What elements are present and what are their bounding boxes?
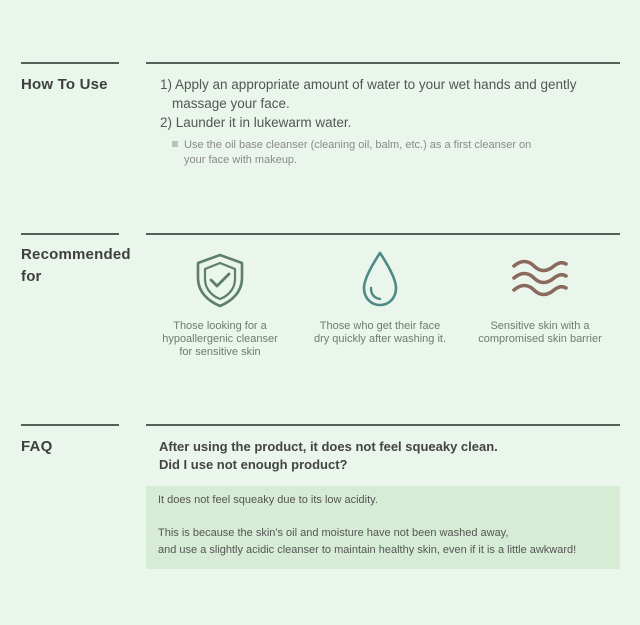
faq-answer-line-1: It does not feel squeaky due to its low acidity. bbox=[158, 494, 378, 506]
water-drop-icon bbox=[360, 250, 400, 308]
faq-rule-left bbox=[21, 424, 119, 426]
note-bullet-icon bbox=[172, 141, 178, 147]
how-to-use-rule-left bbox=[21, 62, 119, 64]
note-line-1: Use the oil base cleanser (cleaning oil, balm, etc.) as a first cleanser on bbox=[184, 139, 532, 151]
step-1-line-1: 1) Apply an appropriate amount of water to your wet hands and gently bbox=[160, 77, 577, 92]
how-to-use-rule-right bbox=[146, 62, 620, 64]
step-2: 2) Launder it in lukewarm water. bbox=[160, 115, 352, 130]
recommended-item-dry-skin bbox=[305, 250, 455, 346]
faq-question bbox=[159, 438, 498, 474]
recommended-item-1-line-2: hypoallergenic cleanser bbox=[162, 333, 278, 345]
faq-answer-box bbox=[146, 486, 620, 569]
recommended-heading-line-1: Recommended bbox=[21, 246, 131, 263]
note-line-2: your face with makeup. bbox=[184, 154, 298, 166]
how-to-use-steps bbox=[160, 75, 577, 132]
shield-check-icon bbox=[194, 252, 246, 308]
how-to-use-heading: How To Use bbox=[21, 76, 108, 93]
recommended-heading-line-2: for bbox=[21, 268, 42, 285]
recommended-heading bbox=[21, 244, 131, 288]
recommended-item-3-line-1: Sensitive skin with a bbox=[490, 320, 590, 332]
recommended-rule-right bbox=[146, 233, 620, 235]
faq-answer-line-2: This is because the skin's oil and moisture have not been washed away, bbox=[158, 527, 509, 539]
recommended-item-hypoallergenic bbox=[150, 252, 290, 359]
faq-answer-line-3: and use a slightly acidic cleanser to maintain healthy skin, even if it is a little awkward! bbox=[158, 544, 577, 556]
recommended-item-sensitive-skin bbox=[465, 258, 615, 346]
faq-question-line-2: Did I use not enough product? bbox=[159, 457, 348, 472]
recommended-item-1-line-1: Those looking for a bbox=[173, 320, 267, 332]
recommended-item-2-line-1: Those who get their face bbox=[319, 320, 441, 332]
recommended-item-2-line-2: dry quickly after washing it. bbox=[313, 333, 447, 345]
faq-question-line-1: After using the product, it does not feel squeaky clean. bbox=[159, 439, 498, 454]
recommended-item-3-line-2: compromised skin barrier bbox=[478, 333, 602, 345]
wave-lines-icon bbox=[510, 258, 570, 302]
recommended-rule-left bbox=[21, 233, 119, 235]
faq-heading: FAQ bbox=[21, 438, 53, 455]
step-1-line-2: massage your face. bbox=[172, 96, 290, 111]
faq-rule-right bbox=[146, 424, 620, 426]
usage-note bbox=[172, 138, 572, 168]
recommended-item-1-line-3: for sensitive skin bbox=[179, 346, 261, 358]
